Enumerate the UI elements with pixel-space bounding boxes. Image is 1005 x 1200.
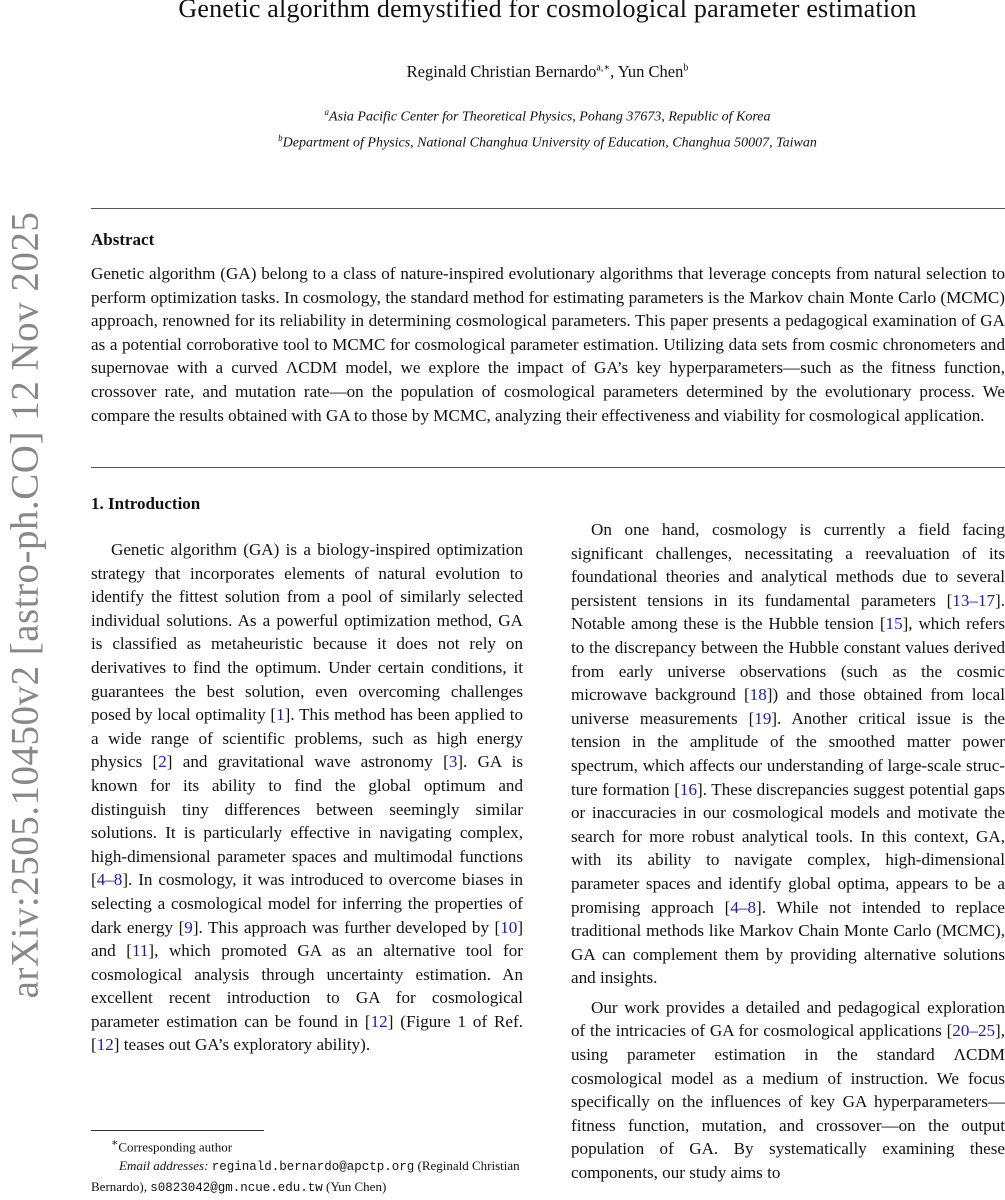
paper-title: Genetic algorithm demystified for cosmological parameter estimation: [178, 0, 917, 23]
footnotes: [91, 1134, 523, 1198]
author-affil-mark: a,∗: [596, 62, 611, 74]
author-affil-mark: b: [683, 62, 689, 74]
email-link[interactable]: reginald.bernardo@apctp.org: [211, 1160, 415, 1175]
citation-link[interactable]: 1: [276, 705, 285, 725]
paragraph: Genetic algorithm (GA) is a biology-inspired optimization strategy that incorporates elements of natural evolution to identify the fittest solution from a pool of similarly selected individual solutions. As a powerful optimization method, GA is classified as metaheuristic because it does not rely on derivatives to find the optimum. Under certain conditions, it guarantees the best solution, even overcoming challenges posed by local optimality [1]. This method has been applied to a wide range of scientific problems, such as high energy physics [2] and gravitational wave astronomy [3]. GA is known for its ability to find the global optimum and distinguish tiny differences between seemingly similar solutions. It is particularly effective in navigating complex, high-dimensional parameter spaces and multimodal functions [4–8]. In cosmology, it was introduced to overcome biases in selecting a cosmological model for inferring the properties of dark energy [9]. This approach was further developed by [10] and [11], which promoted GA as an alternative tool for cosmological analysis through uncertainty estimation. An excellent recent introduction to GA for cosmological parameter estimation can be found in [12] (Figure 1 of Ref. [12] teases out GA’s exploratory ability).: [91, 540, 524, 1055]
abstract-text: Genetic algorithm (GA) belong to a class of nature-inspired evolutionary algorithms that leverage concepts from natural selection to perform optimization tasks. In cosmology, the standard method for estimating parameters is the Markov chain Monte Carlo (MCMC) approach, renowned for its reliability in determining cosmological parameters. This paper presents a pedagogical examination of GA as a potential corroborative tool to MCMC for cosmological parameter estimation. Utilizing data sets from cosmic chronometers and supernovae with a curved ΛCDM model, we explore the impact of GA’s key hyperparameters—such as the fitness function, crossover rate, and mutation rate—on the population of cosmological parameters determined by the evolutionary process. We compare the results obtained with GA to those by MCMC, analyzing their effectiveness and viability for cosmological application.: [91, 264, 1005, 425]
citation-link[interactable]: 11: [131, 941, 149, 961]
arxiv-id: arXiv:2505.10450v2 [astro-ph.CO] 12 Nov 2025: [3, 211, 47, 999]
citation-link[interactable]: 10: [500, 917, 518, 937]
author-list: Reginald Christian Bernardo$^{a,∗}$, Yun Chen$^b$: [406, 62, 689, 81]
citation-link[interactable]: 20–25: [952, 1021, 996, 1041]
arxiv-sidebar-stamp: [0, 190, 50, 1020]
citation-link[interactable]: 9: [184, 917, 193, 937]
citation-link[interactable]: 12: [370, 1011, 388, 1031]
affiliations: [0, 102, 1005, 153]
abstract-top-rule: [91, 208, 1005, 209]
author-name: Yun Chen: [617, 62, 684, 81]
abstract-bottom-rule: [91, 467, 1005, 468]
email-label: Email addresses:: [119, 1158, 209, 1174]
right-column: [571, 518, 1005, 1191]
paragraph: Our work provides a detailed and pedagogical exploration of the intricacies of GA for cosmological applications [20–25], using parameter estimation in the standard ΛCDM cosmological model as a medium of instruction. We focus specifically on the influences of key GA hyperparameters—fitness function, mutation, and crossover—on the output population of GA. By systematically examining these components, our study aims to: [571, 997, 1005, 1183]
citation-link[interactable]: 19: [754, 708, 772, 728]
citation-link[interactable]: 16: [679, 779, 697, 799]
left-column: [91, 538, 523, 1063]
author-name: Reginald Christian Bernardo: [406, 62, 597, 81]
affiliation: $^a$Asia Pacific Center for Theoretical Physics, Pohang 37673, Republic of Korea: [324, 107, 771, 125]
citation-link[interactable]: 15: [885, 614, 903, 634]
affiliation: $^b$Department of Physics, National Changhua University of Education, Changhua 50007, Taiwan: [278, 132, 817, 151]
citation-link[interactable]: 18: [749, 685, 767, 705]
footnote-corresponding: ∗Corresponding author: [111, 1137, 233, 1155]
citation-link[interactable]: 2: [158, 752, 167, 772]
citation-link[interactable]: 4–8: [96, 870, 123, 890]
citation-link[interactable]: 4–8: [730, 897, 757, 917]
citation-link[interactable]: 12: [96, 1035, 114, 1055]
footnote-emails: Email addresses: reginald.bernardo@apctp.org (Reginald Christian Bernardo), s0823042@gm.ncue.edu.tw (Yun Chen): [91, 1158, 520, 1196]
citation-link[interactable]: 13–17: [952, 590, 996, 610]
paragraph: On one hand, cosmology is currently a field facing significant challenges, necessitating a reevaluation of its foundational theories and analytical methods due to several persistent tensions in its fundamental parameters [13–17]. Notable among these is the Hubble tension [15], which refers to the discrepancy between the Hubble constant values derived from early universe observations (such as the cosmic microwave background [18]) and those obtained from local universe measurements [19]. Another critical issue is the tension in the amplitude of the smoothed matter power spectrum, which affects our understanding of large-scale structure formation [16]. These discrepancies suggest potential gaps or inaccuracies in our cosmological models and motivate the search for more robust analytical tools. In this context, GA, with its ability to navigate complex, high-dimensional parameter spaces and identify global optima, appears to be a promising approach [4–8]. While not intended to replace traditional methods like Markov Chain Monte Carlo (MCMC), GA can complement them by providing alternative solutions and insights.: [571, 520, 1005, 988]
footnote-rule: [91, 1130, 264, 1131]
email-link[interactable]: s0823042@gm.ncue.edu.tw: [150, 1181, 323, 1196]
abstract-heading: Abstract: [91, 230, 155, 249]
section-heading-introduction: 1. Introduction: [91, 494, 201, 513]
citation-link[interactable]: 3: [448, 752, 458, 772]
